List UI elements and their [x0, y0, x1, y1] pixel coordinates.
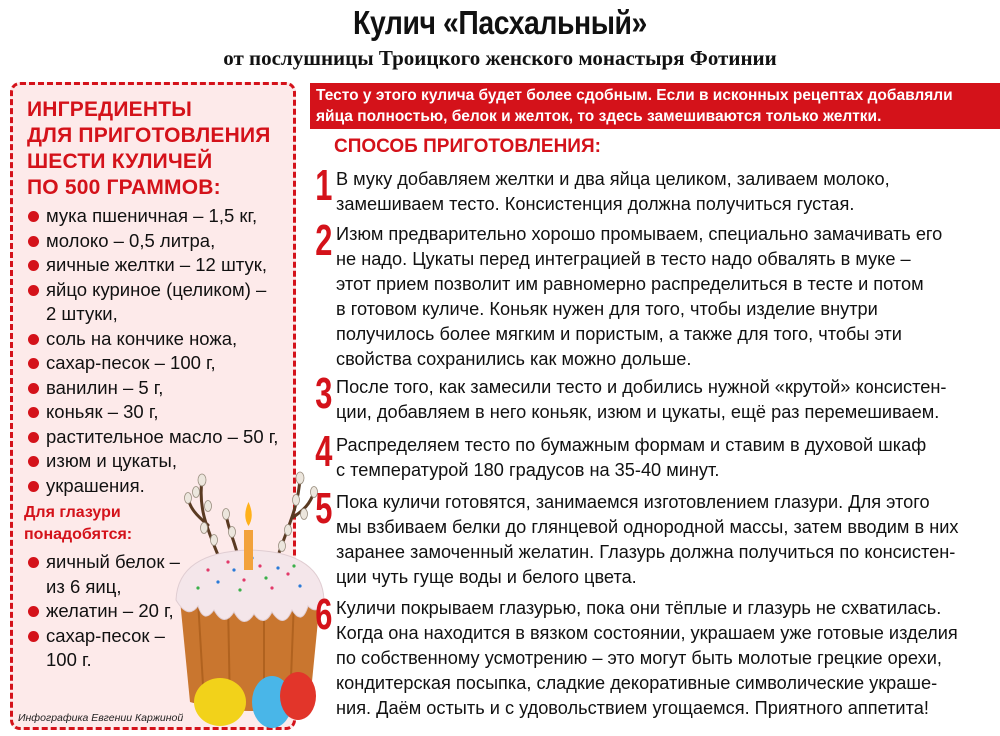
bullet-dot	[28, 481, 39, 492]
glaze-item: яичный белок – из 6 яиц,	[26, 550, 226, 599]
step-number: 4	[315, 427, 333, 476]
step-text: В муку добавляем желтки и два яйца целиком, заливаем молоко, замешиваем тесто. Консистенция должна получиться густая.	[336, 169, 890, 214]
ingredients-list	[26, 204, 296, 498]
intro-line: яйца полностью, белок и желток, то здесь замешиваются только желтки.	[316, 108, 882, 125]
ingredient-item: молоко – 0,5 литра,	[26, 229, 296, 254]
ingredient-item: соль на кончике ножа,	[26, 327, 296, 352]
step-text: После того, как замесили тесто и добились нужной «крутой» консистен- ции, добавляем в него коньяк, изюм и цукаты, ещё раз перемешиваем.	[336, 377, 947, 422]
bullet-dot	[28, 606, 39, 617]
step-text: Изюм предварительно хорошо промываем, специально замачивать его не надо. Цукаты перед интеграцией в тесто надо обвалять в муке – этот прием позволит им равномерно распределиться в тесте и потом в готовом куличе. Коньяк нужен для того, чтобы изделие внутри получилось более мягким и пористым, а также для того, чтобы эти свойства сохранились как можно дольше.	[336, 224, 943, 369]
step-text: Пока куличи готовятся, занимаемся изготовлением глазури. Для этого мы взбиваем белки до глянцевой однородной массы, затем вводим в них заранее замоченный желатин. Глазурь должна получиться по консистен- ции чуть гуще воды и белого цвета.	[336, 492, 959, 587]
ingredients-heading-line: ИНГРЕДИЕНТЫ	[27, 98, 192, 121]
bullet-dot	[28, 358, 39, 369]
glaze-item: сахар-песок – 100 г.	[26, 624, 226, 673]
glaze-heading: Для глазури понадобятся:	[24, 504, 133, 543]
glaze-list	[26, 550, 226, 673]
ingredient-item: коньяк – 30 г,	[26, 400, 296, 425]
ingredients-heading-line: ШЕСТИ КУЛИЧЕЙ	[27, 150, 213, 173]
ingredient-item: мука пшеничная – 1,5 кг,	[26, 204, 296, 229]
credit-text: Инфографика Евгении Каржиной	[18, 712, 184, 724]
method-heading: СПОСОБ ПРИГОТОВЛЕНИЯ:	[334, 136, 601, 157]
ingredient-item: яйцо куриное (целиком) – 2 штуки,	[26, 278, 296, 327]
ingredient-item: ванилин – 5 г,	[26, 376, 296, 401]
bullet-dot	[28, 236, 39, 247]
ingredients-heading	[27, 97, 287, 201]
step-text: Распределяем тесто по бумажным формам и ставим в духовой шкаф с температурой 180 градусов на 35-40 минут.	[336, 435, 927, 480]
bullet-dot	[28, 285, 39, 296]
bullet-dot	[28, 334, 39, 345]
bullet-dot	[28, 557, 39, 568]
ingredient-item: яичные желтки – 12 штук,	[26, 253, 296, 278]
step-number: 6	[315, 590, 333, 639]
intro-line: Тесто у этого кулича будет более сдобным. Если в исконных рецептах добавляли	[316, 87, 953, 104]
glaze-item: желатин – 20 г,	[26, 599, 226, 624]
bullet-dot	[28, 383, 39, 394]
page-title: Кулич «Пасхальный»	[353, 4, 647, 41]
intro-banner	[310, 83, 1000, 129]
ingredient-item: украшения.	[26, 474, 296, 499]
bullet-dot	[28, 211, 39, 222]
step-number: 5	[315, 484, 333, 533]
step-number: 1	[315, 161, 333, 210]
step-text: Куличи покрываем глазурью, пока они тёплые и глазурь не схватилась. Когда она находится в вязком состоянии, украшаем уже готовые изделия по собственному усмотрению – это могут быть молотые грецкие орехи, кондитерская посыпка, сладкие декоративные символические украше- ния. Даём остыть и с удовольствием угощаемся. Приятного аппетита!	[336, 598, 958, 718]
bullet-dot	[28, 260, 39, 271]
ingredient-item: изюм и цукаты,	[26, 449, 296, 474]
bullet-dot	[28, 456, 39, 467]
ingredient-item: растительное масло – 50 г,	[26, 425, 296, 450]
step-number: 3	[315, 369, 333, 418]
ingredient-item: сахар-песок – 100 г,	[26, 351, 296, 376]
ingredients-heading-line: ДЛЯ ПРИГОТОВЛЕНИЯ	[27, 124, 271, 147]
step-number: 2	[315, 216, 333, 265]
bullet-dot	[28, 432, 39, 443]
bullet-dot	[28, 407, 39, 418]
ingredients-heading-line: ПО 500 ГРАММОВ:	[27, 176, 221, 199]
page-subtitle: от послушницы Троицкого женского монастыря Фотинии	[223, 46, 777, 70]
bullet-dot	[28, 631, 39, 642]
